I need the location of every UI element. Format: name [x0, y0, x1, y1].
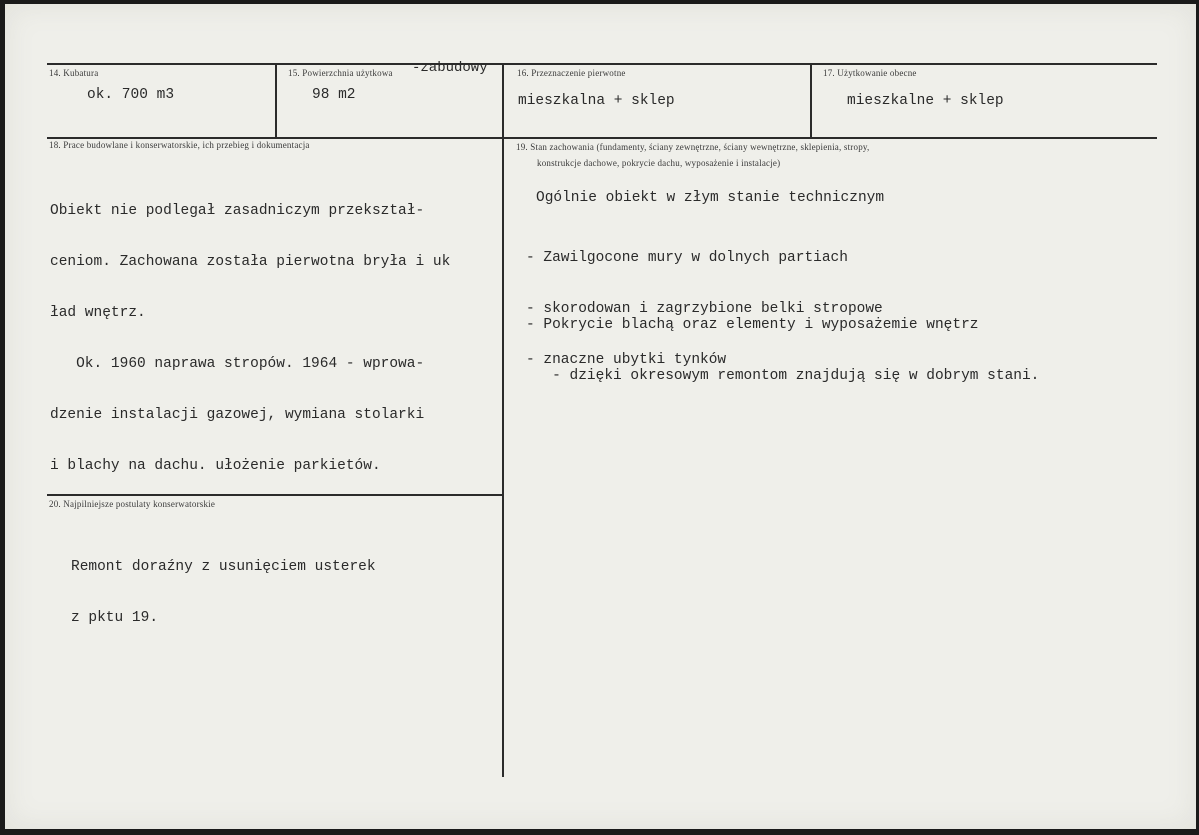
stan-list-item: - Pokrycie blachą oraz elementy i wyposażemie wnętrz [526, 317, 979, 333]
powierzchnia-label: 15. Powierzchnia użytkowa [288, 68, 393, 78]
top-rule [47, 63, 1157, 65]
powierzchnia-value: 98 m2 [312, 87, 356, 103]
postulaty-line: Remont doraźny z usunięciem usterek [71, 559, 376, 575]
divider-14-15 [275, 63, 277, 137]
prace-line: Ok. 1960 naprawa stropów. 1964 - wprowa- [50, 356, 425, 372]
stan-summary: Ogólnie obiekt w złym stanie technicznym [536, 190, 885, 206]
prace-line: i blachy na dachu. ułożenie parkietów. [50, 458, 381, 474]
prace-line: dzenie instalacji gazowej, wymiana stolarki [50, 407, 425, 423]
stan-list-item: - dzięki okresowym remontom znajdują się w dobrym stani. [526, 368, 1040, 384]
prace-label: 18. Prace budowlane i konserwatorskie, ich przebieg i dokumentacja [49, 140, 310, 150]
kubatura-label: 14. Kubatura [49, 68, 99, 78]
prace-line: ceniom. Zachowana została pierwotna bryła i uk [50, 254, 451, 270]
prace-text [50, 169, 450, 509]
kubatura-value: ok. 700 m3 [87, 87, 175, 103]
przeznaczenie-value: mieszkalna + sklep [518, 93, 675, 109]
postulaty-line: z pktu 19. [71, 610, 159, 626]
przeznaczenie-label: 16. Przeznaczenie pierwotne [517, 68, 626, 78]
divider-16-17 [810, 63, 812, 137]
stan-list-item: - znaczne ubytki tynków [526, 352, 727, 368]
stan-label-line2: konstrukcje dachowe, pokrycie dachu, wyposażenie i instalacje) [537, 158, 781, 168]
stan-label-line1: 19. Stan zachowania (fundamenty, ściany zewnętrzne, ściany wewnętrzne, sklepienia, stropy, [516, 142, 870, 152]
postulaty-text [71, 525, 376, 661]
divider-main [502, 63, 504, 777]
uzytkowanie-label: 17. Użytkowanie obecne [823, 68, 917, 78]
stan-list-item: - skorodowan i zagrzybione belki stropowe [526, 301, 883, 317]
prace-line: ład wnętrz. [50, 305, 146, 321]
record-card [5, 4, 1196, 829]
stan-list-2 [526, 283, 1039, 419]
uzytkowanie-value: mieszkalne + sklep [847, 93, 1004, 109]
row1-bottom-rule [47, 137, 1157, 139]
postulaty-label: 20. Najpilniejsze postulaty konserwatorskie [49, 499, 216, 509]
stan-list-item: - Zawilgocone mury w dolnych partiach [526, 250, 848, 266]
prace-line: Obiekt nie podlegał zasadniczym przekształ- [50, 203, 425, 219]
powierzchnia-overtype: -zabudowy [412, 60, 488, 76]
